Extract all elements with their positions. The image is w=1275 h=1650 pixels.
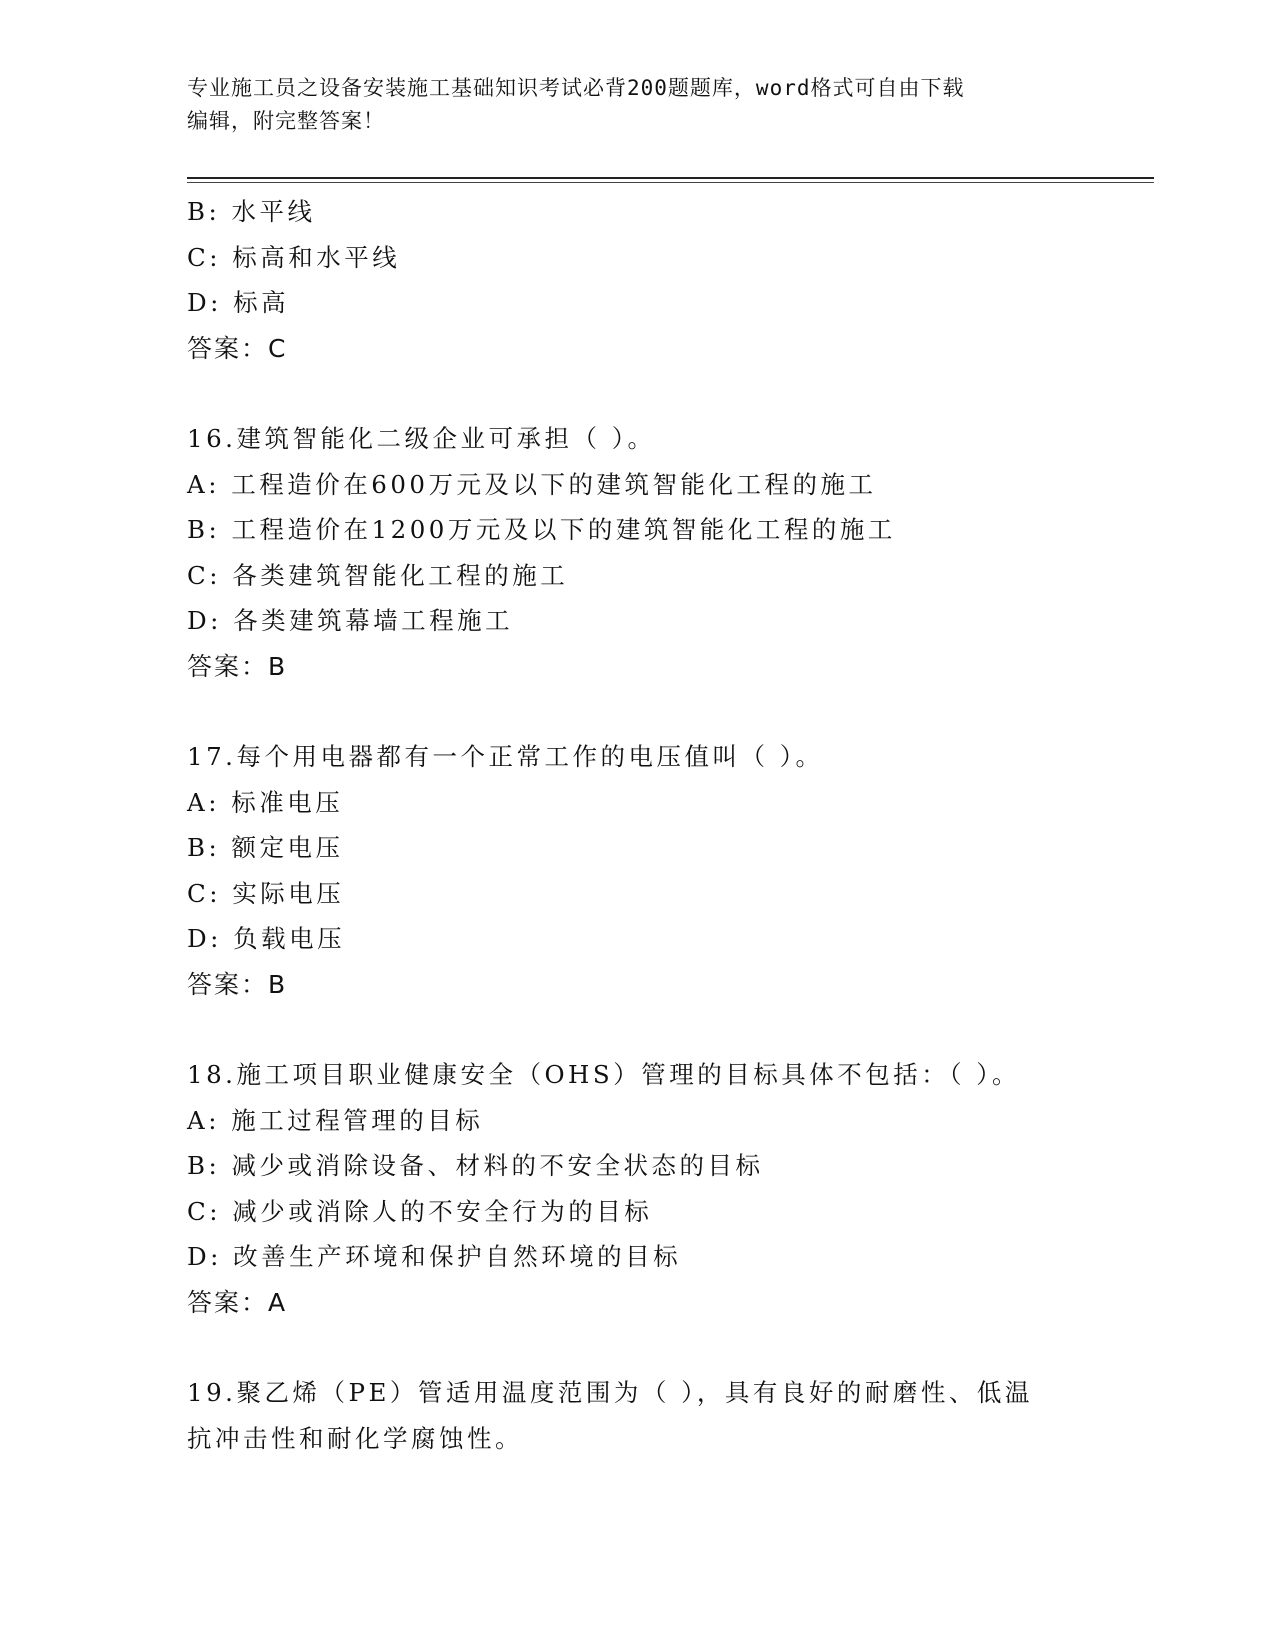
spacer — [187, 1325, 1087, 1370]
question-18 — [187, 1052, 1087, 1325]
option-c: C: 标高和水平线 — [187, 242, 401, 272]
document-header — [187, 72, 1067, 138]
question-stem-line-1: 19.聚乙烯（PE）管适用温度范围为（ ），具有良好的耐磨性、低温 — [187, 1378, 1033, 1407]
spacer — [187, 371, 1087, 416]
spacer — [187, 1007, 1087, 1052]
option-d: D: 各类建筑幕墙工程施工 — [187, 606, 514, 635]
option-c: C: 各类建筑智能化工程的施工 — [187, 560, 569, 590]
option-b: B: 工程造价在1200万元及以下的建筑智能化工程的施工 — [187, 515, 896, 544]
spacer — [187, 689, 1087, 734]
answer-label: 答案：B — [187, 969, 288, 999]
answer-label: 答案：B — [187, 651, 288, 681]
question-16 — [187, 416, 1087, 689]
option-d: D: 负载电压 — [187, 924, 346, 953]
option-a: A: 标准电压 — [187, 787, 344, 817]
option-b: B: 减少或消除设备、材料的不安全状态的目标 — [187, 1151, 764, 1180]
header-line-1: 专业施工员之设备安装施工基础知识考试必背200题题库，word格式可自由下载 — [187, 76, 965, 100]
option-b: B: 额定电压 — [187, 833, 344, 862]
question-stem: 18.施工项目职业健康安全（OHS）管理的目标具体不包括：（ ）。 — [187, 1060, 1020, 1089]
option-c: C: 实际电压 — [187, 878, 345, 908]
option-a: A: 工程造价在600万元及以下的建筑智能化工程的施工 — [187, 469, 877, 499]
question-15-continued — [187, 189, 1087, 371]
header-divider-thick — [187, 177, 1154, 179]
answer-label: 答案：A — [187, 1287, 288, 1317]
option-d: D: 改善生产环境和保护自然环境的目标 — [187, 1242, 682, 1271]
question-list — [187, 189, 1087, 1461]
option-c: C: 减少或消除人的不安全行为的目标 — [187, 1196, 653, 1226]
header-divider-thin — [187, 182, 1154, 183]
answer-label: 答案：C — [187, 333, 288, 363]
option-b: B: 水平线 — [187, 197, 316, 226]
option-a: A: 施工过程管理的目标 — [187, 1105, 484, 1135]
header-line-2: 编辑，附完整答案！ — [187, 109, 385, 133]
question-19 — [187, 1370, 1087, 1461]
question-stem: 17.每个用电器都有一个正常工作的电压值叫（ ）。 — [187, 742, 824, 771]
question-stem-line-2: 抗冲击性和耐化学腐蚀性。 — [187, 1423, 523, 1453]
question-17 — [187, 734, 1087, 1007]
question-stem: 16.建筑智能化二级企业可承担（ ）。 — [187, 424, 656, 453]
option-d: D: 标高 — [187, 288, 290, 317]
